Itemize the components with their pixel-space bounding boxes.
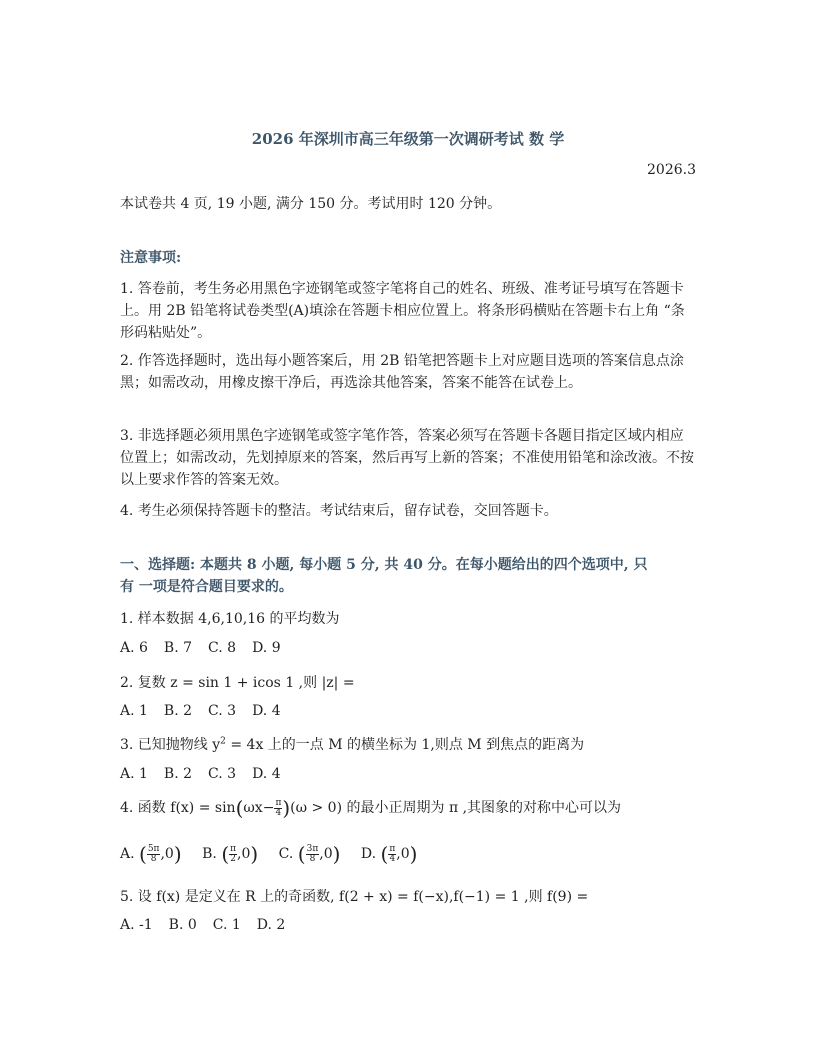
section1-heading-line2: 有 一项是符合题目要求的。 xyxy=(120,579,293,595)
question-4-inner: ωx− xyxy=(243,800,275,816)
option-c: C. 3 xyxy=(208,703,237,719)
option-a: A. -1 xyxy=(120,917,153,933)
option-fraction xyxy=(306,845,320,864)
paren-close: ) xyxy=(250,842,259,866)
question-4-stem-b: (ω > 0) 的最小正周期为 π ,其图象的对称中心可以为 xyxy=(290,800,622,816)
option-tail: ,0 xyxy=(237,846,251,862)
question-1-stem: 1. 样本数据 4,6,10,16 的平均数为 xyxy=(120,611,340,627)
notice-item-4: 4. 考生必须保持答题卡的整洁。考试结束后，留存试卷，交回答题卡。 xyxy=(120,503,558,519)
paren-open: ( xyxy=(139,842,147,866)
option-b: B. 7 xyxy=(163,640,193,656)
option-label: C. xyxy=(278,846,294,862)
question-5-options xyxy=(120,917,301,933)
option-a: A. 6 xyxy=(120,640,148,656)
paren-close: ) xyxy=(173,842,182,866)
question-3-exponent: 2 xyxy=(220,736,226,747)
option-tail: ,0 xyxy=(160,846,174,862)
paren-open: ( xyxy=(235,796,244,820)
exam-title: 2026 年深圳市高三年级第一次调研考试 数 学 xyxy=(251,130,565,148)
notice-item-1: 1. 答卷前，考生务必用黑色字迹钢笔或签字笔将自己的姓名、班级、准考证号填写在答题卡上。用 2B 铅笔将试卷类型(A)填涂在答题卡相应位置上。将条形码横贴在答题卡右上角 “条形码粘贴处”。 xyxy=(120,281,685,341)
fraction-numerator: 5π xyxy=(147,843,160,854)
exam-date: 2026.3 xyxy=(647,162,696,178)
option-fraction xyxy=(229,845,237,864)
option-b: B. 2 xyxy=(163,703,193,719)
option-d: D. 9 xyxy=(252,640,281,656)
option-d: D. 4 xyxy=(252,703,281,719)
question-5-stem: 5. 设 f(x) 是定义在 R 上的奇函数, f(2 + x) = f(−x),f(−1) = 1 ,则 f(9) = xyxy=(120,889,589,905)
question-4-stem-a: 4. 函数 f(x) = sin xyxy=(120,800,236,816)
question-3-stem-a: 3. 已知抛物线 y xyxy=(120,737,221,753)
question-3-stem xyxy=(120,734,584,754)
fraction-denominator: 8 xyxy=(309,853,316,864)
option-label: A. xyxy=(120,846,135,862)
exam-intro: 本试卷共 4 页, 19 小题, 满分 150 分。考试用时 120 分钟。 xyxy=(120,196,502,212)
question-2-stem: 2. 复数 z = sin 1 + icos 1 ,则 |z| = xyxy=(120,675,355,691)
section1-heading-line1: 一、选择题: 本题共 8 小题, 每小题 5 分, 共 40 分。在每小题给出的四个选项中, 只 xyxy=(120,557,648,573)
option-b: B. 0 xyxy=(168,917,197,933)
question-2-options xyxy=(120,703,297,719)
fraction-numerator: π xyxy=(275,797,282,808)
question-3-options xyxy=(120,766,297,782)
paren-close: ) xyxy=(282,796,291,820)
question-3-stem-b: = 4x 上的一点 M 的横坐标为 1,则点 M 到焦点的距离为 xyxy=(225,737,585,753)
question-4-options xyxy=(120,842,417,866)
fraction-numerator: 3π xyxy=(306,843,319,854)
option-c: C. 8 xyxy=(208,640,237,656)
option-c xyxy=(278,842,341,866)
option-c: C. 3 xyxy=(208,766,237,782)
option-tail: ,0 xyxy=(396,846,410,862)
fraction-denominator: 4 xyxy=(389,853,396,864)
paren-open: ( xyxy=(221,842,230,866)
option-d xyxy=(360,842,418,866)
option-tail: ,0 xyxy=(319,846,333,862)
option-b xyxy=(202,842,259,866)
option-a xyxy=(120,842,182,866)
option-c: C. 1 xyxy=(212,917,241,933)
notice-item-2: 2. 作答选择题时，选出每小题答案后，用 2B 铅笔把答题卡上对应题目选项的答案信息点涂黑；如需改动，用橡皮擦干净后，再选涂其他答案，答案不能答在试卷上。 xyxy=(120,353,684,391)
option-a: A. 1 xyxy=(120,766,148,782)
option-b: B. 2 xyxy=(163,766,193,782)
option-label: D. xyxy=(360,846,377,862)
question-1-options xyxy=(120,640,297,656)
notice-heading: 注意事项: xyxy=(120,250,182,266)
option-a: A. 1 xyxy=(120,703,148,719)
fraction-denominator: 2 xyxy=(230,853,236,864)
option-d: D. 2 xyxy=(256,917,286,933)
option-label: B. xyxy=(202,846,217,862)
question-4-stem xyxy=(120,796,621,820)
notice-item-3: 3. 非选择题必须用黑色字迹钢笔或签字笔作答，答案必须写在答题卡各题目指定区域内相应位置上；如需改动，先划掉原来的答案，然后再写上新的答案；不准使用铅笔和涂改液。不按以上要求作答的答案无效。 xyxy=(120,428,694,488)
fraction-numerator: π xyxy=(389,843,396,854)
paren-open: ( xyxy=(380,842,389,866)
paren-open: ( xyxy=(297,842,306,866)
fraction-denominator: 8 xyxy=(150,853,157,864)
paren-close: ) xyxy=(409,842,418,866)
paren-close: ) xyxy=(332,842,341,866)
fraction-numerator: π xyxy=(230,843,237,854)
option-fraction xyxy=(147,845,161,864)
option-d: D. 4 xyxy=(252,766,281,782)
fraction-denominator: 4 xyxy=(275,807,282,818)
